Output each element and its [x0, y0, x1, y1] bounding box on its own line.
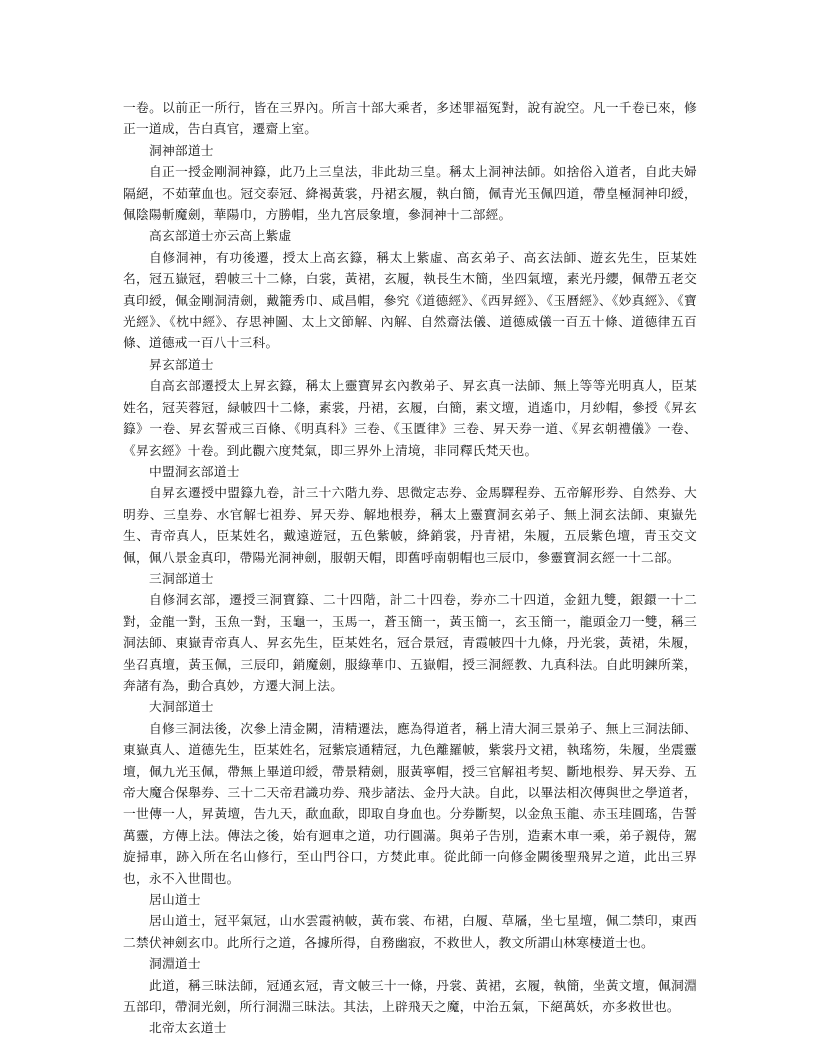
intro-paragraph: 一卷。以前正一所行，皆在三界內。所言十部大乘者，多述罪福冤對，說有說空。凡一千卷已來，修正一道成，告白真官，遷齋上室。 [123, 101, 697, 138]
heading-beidi: 北帝太玄道士 [149, 1021, 227, 1037]
document-page [123, 98, 697, 1040]
paragraph-zhongmeng: 自昇玄遷授中盟籙九卷，計三十六階九券、思微定志券、金馬驛程券、五帝解形券、自然券、大明券、三皇券、水官解七祖券、昇天券、解地根券，稱太上靈寶洞玄弟子、無上洞玄法師、東嶽先生、青帝真人，臣某姓名，戴遠遊冠，五色紫帔，絳銷裳，丹青裙，朱履，五辰紫色壇，青玉交文佩，佩八景金真印，帶陽光洞神劍，服朝天帽，即舊呼南朝帽也三辰巾，參靈寶洞玄經一十二部。 [123, 486, 697, 566]
paragraph-dongyuan: 此道，稱三昧法師，冠通玄冠，青文帔三十一條，丹裳、黃裙，玄履，執簡，坐黃文壇，佩洞淵五部印，帶洞光劍，所行洞淵三昧法。其法，上辟飛天之魔，中治五氣，下絕萬妖，亦多救世也。 [123, 978, 697, 1016]
heading-jushan: 居山道士 [149, 893, 201, 909]
heading-dongyuan: 洞淵道士 [149, 957, 201, 973]
paragraph-jushan: 居山道士，冠平氣冠，山水雲霞衲帔，黃布裳、布裙，白履、草屩，坐七星壇，佩二禁印，東西二禁伏神劍玄巾。此所行之道，各據所得，自務幽寂，不救世人，教文所謂山林寒棲道士也。 [123, 914, 697, 951]
paragraph-dadong: 自修三洞法後，次參上清金闕，清精遷法，應為得道者，稱上清大洞三景弟子、無上三洞法師、東嶽真人、道德先生，臣某姓名，冠紫宸通精冠，九色離羅帔，紫裳丹文裙，執瑤笏，朱履，坐震靈壇，佩九光玉佩，帶無上畢道印綬，帶景精劍，服黃寧帽，授三官解祖考契、斷地根券、昇天券、五帝大魔合保舉券、三十二天帝君識功券、飛步諸法、金丹大訣。自此，以畢法相次傳與世之學道者，一世傳一人，昇黃壇，告九天，歃血歃，即取自身血也。分券斷契，以金魚玉龍、赤玉珪圓瑤，告誓萬靈，方傳上法。傳法之後，始有迴車之道，功行圓滿。與弟子告別，造素木車一乘，弟子親侍，駕旋掃車，跡入所在名山修行，至山門谷口，方焚此車。從此師一向修金闕後聖飛昇之道，此出三界也，永不入世間也。 [123, 721, 697, 887]
paragraph-sandong: 自修洞玄部，遷授三洞寶籙、二十四階，計二十四卷，券亦二十四道，金鈕九雙，銀鐶一十二對，金龍一對，玉魚一對，玉龜一，玉馬一，蒼玉簡一，黃玉簡一，玄玉簡一，龍頭金刀一雙，稱三洞法師、東嶽青帝真人、昇玄先生，臣某姓名，冠合景冠，青霞帔四十九條，丹光裳，黃裙，朱履，坐召真壇，黃玉佩，三辰印，銷魔劍，服綠華巾、五嶽帽，授三洞經教、九真科法。自此明鍊所業，奔諸有為，動合真妙，方遷大洞上法。 [123, 593, 697, 694]
paragraph-gaoxuan: 自修洞神，有功後遷，授太上高玄籙，稱太上紫虛、高玄弟子、高玄法師、遊玄先生，臣某姓名，冠五嶽冠，碧帔三十二條，白裳，黃裙，玄履，執長生木簡，坐四氣壇，素光丹纓，佩帶五老交真印綬，佩金剛洞清劍，戴籠秀巾、咸昌帽，參究《道德經》、《西昇經》、《玉曆經》、《妙真經》、《寶光經》、《枕中經》、存思神圖、太上文節解、內解、自然齋法儀、道德威儀一百五十條、道德律五百條、道德戒一百八十三科。 [123, 250, 697, 352]
heading-dadong: 大洞部道士 [149, 700, 214, 716]
heading-dongshen: 洞神部道士 [149, 143, 214, 159]
heading-gaoxuan: 高玄部道士亦云高上紫虛 [149, 229, 292, 245]
paragraph-shengxuan: 自高玄部遷授太上昇玄籙，稱太上靈寶昇玄內教弟子、昇玄真一法師、無上等等光明真人，臣某姓名，冠芙蓉冠，緑帔四十二條，素裳，丹裙，玄履，白簡，素文壇，逍遙巾，月紗帽，參授《昇玄籙》一卷、昇玄誓戒三百條、《明真科》三卷、《玉匱律》三卷、昇天券一道、《昇玄朝禮儀》一卷、《昇玄經》十卷。到此觀六度梵氣，即三界外上清境，非同釋氏梵天也。 [123, 379, 697, 459]
heading-sandong: 三洞部道士 [149, 571, 214, 587]
paragraph-dongshen: 自正一授金剛洞神籙，此乃上三皇法，非此劫三皇。稱太上洞神法師。如捨俗入道者，自此夫婦隔絕，不茹葷血也。冠交泰冠、絳褐黃裳，丹裙玄履，執白簡，佩青光玉佩四道，帶皇極洞神印綬，佩陰陽斬魔劍，華陽巾，方勝帽，坐九宮辰象壇，參洞神十二部經。 [123, 165, 697, 224]
heading-zhongmeng: 中盟洞玄部道士 [149, 464, 240, 480]
heading-shengxuan: 昇玄部道士 [149, 357, 214, 373]
